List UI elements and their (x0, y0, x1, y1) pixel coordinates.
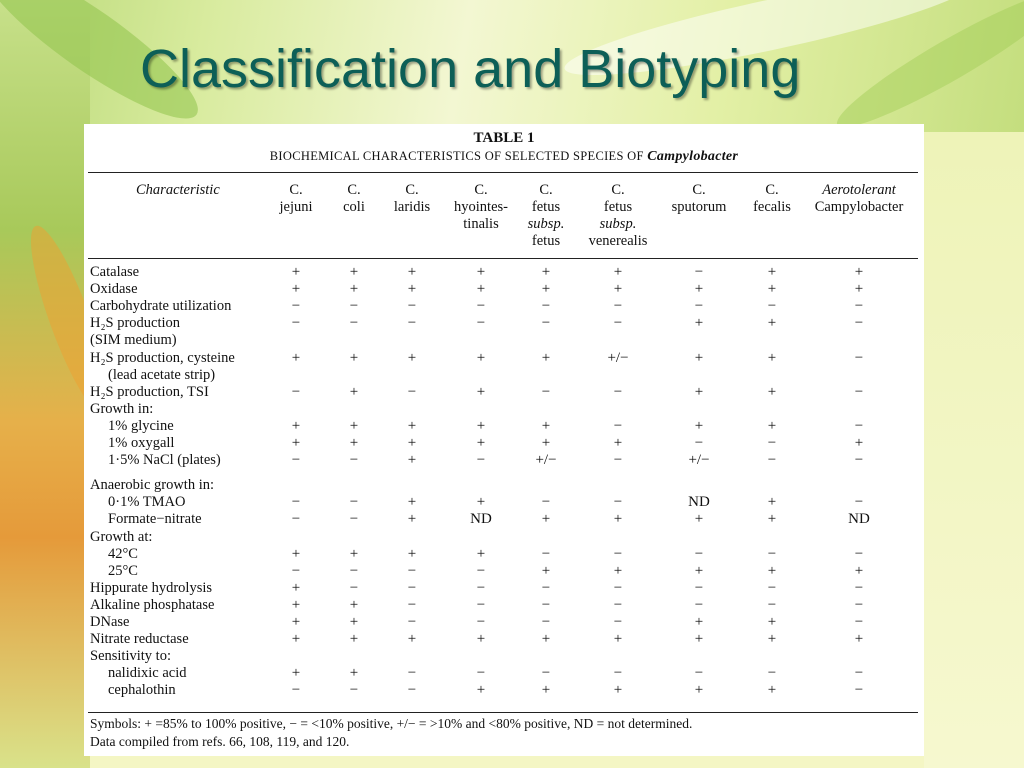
table-row (84, 452, 924, 469)
table-cell: − (349, 315, 359, 332)
table-cell: + (854, 281, 864, 298)
row-label: cephalothin (108, 682, 176, 699)
table-cell: − (476, 452, 486, 469)
row-label: H₂S production, TSI (90, 383, 209, 400)
table-cell: + (613, 435, 623, 451)
table-row (84, 631, 924, 648)
table-row (84, 580, 924, 597)
table-row (84, 384, 924, 401)
table-cell: − (767, 596, 777, 613)
table-row (84, 367, 924, 384)
table-cell: − (854, 494, 864, 511)
table-cell: + (291, 579, 301, 596)
row-label: Oxidase (90, 281, 138, 298)
table-cell: − (694, 579, 704, 596)
row-label: nalidixic acid (108, 665, 187, 682)
row-label: Catalase (90, 264, 140, 280)
row-label: Nitrate reductase (90, 631, 189, 648)
table-cell: − (291, 682, 301, 699)
table-cell: + (291, 614, 301, 630)
table-cell: + (854, 562, 864, 579)
table-cell: + (291, 281, 301, 298)
table-cell: − (767, 298, 777, 315)
table-cell: + (541, 682, 551, 699)
table-cell: − (291, 383, 301, 400)
table-cell: − (476, 315, 486, 332)
table-cell: − (541, 494, 551, 511)
table-cell: + (407, 545, 417, 562)
table-cell: + (349, 417, 359, 434)
table-cell: + (767, 562, 777, 579)
table-cell: + (767, 511, 777, 528)
table-cell: − (541, 383, 551, 400)
table-cell: + (476, 383, 486, 400)
table-row (84, 350, 924, 367)
table-cell: − (291, 562, 301, 579)
table-cell: − (694, 298, 704, 315)
table-rule-top (88, 172, 918, 173)
table-cell: − (854, 545, 864, 562)
table-cell: − (613, 545, 623, 562)
table-cell: − (613, 298, 623, 315)
table-cell: + (291, 435, 301, 451)
row-label: (SIM medium) (90, 332, 177, 349)
table-cell: − (613, 665, 623, 682)
table-row (84, 477, 924, 494)
table-row (84, 665, 924, 682)
header-line: hyointes- (454, 199, 508, 215)
table-footnote-source: Data compiled from refs. 66, 108, 119, and 120. (90, 734, 350, 749)
table-cell: + (349, 281, 359, 298)
table-row (84, 401, 924, 418)
table-row (84, 597, 924, 614)
table-cell: − (407, 315, 417, 332)
table-cell: + (541, 349, 551, 366)
table-cell: − (291, 511, 301, 528)
table-cell: + (349, 349, 359, 366)
row-label: Growth in: (90, 400, 154, 417)
table-cell: − (407, 614, 417, 630)
table-cell: − (854, 298, 864, 315)
table-cell: + (349, 435, 359, 451)
table-cell: + (407, 281, 417, 298)
table-row (84, 332, 924, 349)
table-cell: ND (848, 511, 870, 528)
table-row (84, 264, 924, 281)
header-line: Campylobacter (814, 199, 904, 215)
table-cell: ND (688, 494, 710, 511)
table-cell: + (291, 596, 301, 613)
table-cell: + (694, 614, 704, 630)
table-footnote-symbols: Symbols: + =85% to 100% positive, − = <10% positive, +/− = >10% and <80% positive, ND = not determined. (90, 716, 693, 731)
header-line: fecalis (753, 199, 791, 215)
table-cell: − (767, 665, 777, 682)
table-cell: + (694, 417, 704, 434)
table-cell: − (349, 682, 359, 699)
table-cell: + (349, 545, 359, 562)
table-cell: − (291, 315, 301, 332)
table-row (84, 281, 924, 298)
table-cell: − (407, 562, 417, 579)
table-cell: + (613, 562, 623, 579)
table-cell: − (541, 665, 551, 682)
table-cell: + (407, 264, 417, 280)
row-label: Anaerobic growth in: (90, 477, 215, 494)
table-cell: − (854, 682, 864, 699)
header-column-2 (372, 182, 452, 216)
row-label: Hippurate hydrolysis (90, 579, 213, 596)
table-cell: − (613, 494, 623, 511)
table-cell: − (613, 614, 623, 630)
table-cell: + (694, 349, 704, 366)
table-row (84, 315, 924, 332)
header-line: C. (347, 182, 361, 198)
table-cell: − (541, 545, 551, 562)
table-rule-bottom (88, 712, 918, 713)
table-cell: − (476, 562, 486, 579)
table-cell: + (476, 417, 486, 434)
table-cell: − (407, 665, 417, 682)
header-line: subsp. (527, 216, 565, 232)
header-line: Aerotolerant (822, 182, 896, 198)
table-cell: + (349, 665, 359, 682)
table-cell: − (349, 579, 359, 596)
table-cell: − (694, 665, 704, 682)
table-cell: + (694, 682, 704, 699)
table-cell: − (854, 417, 864, 434)
table-cell: + (291, 545, 301, 562)
slide-background-right (924, 132, 1024, 768)
header-line: C. (765, 182, 779, 198)
table-cell: + (767, 494, 777, 511)
table-cell: + (407, 417, 417, 434)
row-label: H₂S production, cysteine (90, 349, 235, 366)
table-cell: + (349, 264, 359, 280)
table-cell: − (854, 383, 864, 400)
table-cell: + (541, 417, 551, 434)
table-row (84, 614, 924, 631)
header-column-8 (799, 182, 919, 216)
table-cell: − (541, 315, 551, 332)
table-row (84, 682, 924, 699)
row-label: Growth at: (90, 528, 153, 545)
table-cell: + (541, 281, 551, 298)
table-cell: + (349, 631, 359, 648)
table-cell: +/− (688, 452, 710, 469)
table-cell: + (541, 562, 551, 579)
table-cell: + (854, 264, 864, 280)
table-row (84, 563, 924, 580)
table-cell: − (349, 452, 359, 469)
table-cell: − (541, 596, 551, 613)
table-row (84, 511, 924, 528)
table-cell: + (854, 631, 864, 648)
table-cell: − (349, 298, 359, 315)
table-subcaption (84, 149, 924, 165)
table-cell: + (613, 281, 623, 298)
row-label: 0·1% TMAO (108, 494, 186, 511)
table-cell: − (541, 298, 551, 315)
table-cell: − (476, 298, 486, 315)
table-cell: − (349, 494, 359, 511)
table-cell: − (854, 665, 864, 682)
row-label: 42°C (108, 545, 138, 562)
table-cell: + (291, 264, 301, 280)
table-row (84, 298, 924, 315)
header-line: C. (289, 182, 303, 198)
table-cell: +/− (535, 452, 557, 469)
table-cell: − (694, 264, 704, 280)
table-cell: + (613, 511, 623, 528)
table-cell: + (767, 315, 777, 332)
table-cell: − (407, 383, 417, 400)
table-cell: − (694, 545, 704, 562)
table-cell: + (613, 631, 623, 648)
row-label: 1% oxygall (108, 435, 175, 451)
table-cell: + (349, 596, 359, 613)
header-line: C. (539, 182, 553, 198)
header-characteristic: Characteristic (136, 182, 220, 198)
header-line: jejuni (279, 199, 313, 215)
table-cell: − (291, 494, 301, 511)
table-cell: − (767, 435, 777, 451)
table-cell: − (349, 511, 359, 528)
table-cell: − (291, 298, 301, 315)
scanned-table (84, 124, 924, 756)
table-cell: − (767, 579, 777, 596)
header-line: C. (611, 182, 625, 198)
table-cell: − (854, 596, 864, 613)
header-line: C. (474, 182, 488, 198)
table-cell: + (694, 383, 704, 400)
table-row (84, 494, 924, 511)
table-cell: + (476, 545, 486, 562)
table-cell: + (767, 349, 777, 366)
table-cell: − (476, 596, 486, 613)
table-cell: − (613, 452, 623, 469)
header-line: coli (343, 199, 365, 215)
table-cell: + (613, 264, 623, 280)
table-cell: − (407, 298, 417, 315)
table-cell: + (767, 281, 777, 298)
table-cell: + (613, 682, 623, 699)
table-cell: + (291, 417, 301, 434)
table-cell: +/− (607, 349, 629, 366)
table-cell: + (349, 383, 359, 400)
table-cell: + (694, 631, 704, 648)
table-cell: + (291, 631, 301, 648)
table-cell: − (407, 579, 417, 596)
table-cell: + (349, 614, 359, 630)
table-cell: + (476, 631, 486, 648)
table-cell: − (476, 665, 486, 682)
header-line: fetus (603, 199, 633, 215)
table-cell: − (407, 596, 417, 613)
table-cell: + (767, 417, 777, 434)
table-cell: + (541, 511, 551, 528)
table-cell: + (476, 264, 486, 280)
table-cell: − (613, 383, 623, 400)
table-row (84, 648, 924, 665)
table-caption: TABLE 1 (473, 130, 535, 146)
table-cell: − (767, 545, 777, 562)
table-cell: + (476, 349, 486, 366)
table-cell: − (854, 315, 864, 332)
row-label: 1·5% NaCl (plates) (108, 452, 221, 469)
header-line: C. (405, 182, 419, 198)
table-cell: + (767, 682, 777, 699)
table-cell: − (613, 417, 623, 434)
table-cell: − (613, 579, 623, 596)
table-cell: + (767, 383, 777, 400)
table-cell: + (767, 264, 777, 280)
row-label: Alkaline phosphatase (90, 596, 215, 613)
table-cell: + (767, 631, 777, 648)
row-label: DNase (90, 614, 130, 630)
table-rule-header (88, 258, 918, 259)
table-cell: ND (470, 511, 492, 528)
table-cell: + (541, 631, 551, 648)
table-cell: − (694, 435, 704, 451)
table-cell: + (541, 435, 551, 451)
table-cell: − (476, 614, 486, 630)
header-line: fetus (531, 199, 561, 215)
table-row (84, 546, 924, 563)
table-cell: + (476, 682, 486, 699)
table-row (84, 529, 924, 546)
header-line: C. (692, 182, 706, 198)
slide-title: Classification and Biotyping (140, 39, 801, 99)
table-cell: + (407, 511, 417, 528)
table-cell: − (541, 614, 551, 630)
row-label: Sensitivity to: (90, 648, 171, 665)
table-cell: − (476, 579, 486, 596)
row-label: 1% glycine (108, 417, 174, 434)
table-subcaption-genus: Campylobacter (647, 149, 739, 164)
table-cell: − (854, 349, 864, 366)
table-row (84, 435, 924, 452)
row-label: Formate−nitrate (108, 511, 202, 528)
table-cell: + (407, 435, 417, 451)
table-cell: + (407, 631, 417, 648)
header-column-6 (659, 182, 739, 216)
table-cell: − (854, 614, 864, 630)
table-cell: − (349, 562, 359, 579)
header-line: laridis (393, 199, 431, 215)
table-cell: + (291, 665, 301, 682)
table-cell: + (476, 435, 486, 451)
table-cell: + (694, 315, 704, 332)
table-cell: + (694, 511, 704, 528)
table-cell: + (694, 281, 704, 298)
table-cell: − (613, 596, 623, 613)
table-cell: + (694, 562, 704, 579)
table-cell: + (476, 494, 486, 511)
header-column-5 (578, 182, 658, 250)
table-cell: − (854, 579, 864, 596)
table-cell: + (407, 494, 417, 511)
table-row (84, 418, 924, 435)
row-label: 25°C (108, 562, 138, 579)
header-column-4 (506, 182, 586, 250)
header-line: subsp. (599, 216, 637, 232)
table-cell: + (854, 435, 864, 451)
row-label: (lead acetate strip) (108, 366, 216, 383)
table-cell: − (613, 315, 623, 332)
table-cell: + (407, 349, 417, 366)
table-cell: + (476, 281, 486, 298)
table-cell: − (767, 452, 777, 469)
table-cell: + (407, 452, 417, 469)
header-line: sputorum (671, 199, 727, 215)
table-cell: − (694, 596, 704, 613)
row-label: Carbohydrate utilization (90, 298, 232, 315)
table-cell: + (291, 349, 301, 366)
table-cell: + (767, 614, 777, 630)
table-cell: + (541, 264, 551, 280)
header-line: venerealis (588, 233, 648, 249)
header-line: tinalis (463, 216, 499, 232)
table-cell: − (407, 682, 417, 699)
header-line: fetus (531, 233, 561, 249)
table-cell: − (854, 452, 864, 469)
row-label: H₂S production (90, 315, 181, 332)
table-subcaption-prefix: BIOCHEMICAL CHARACTERISTICS OF SELECTED SPECIES OF (269, 149, 644, 163)
table-cell: − (291, 452, 301, 469)
table-cell: − (541, 579, 551, 596)
